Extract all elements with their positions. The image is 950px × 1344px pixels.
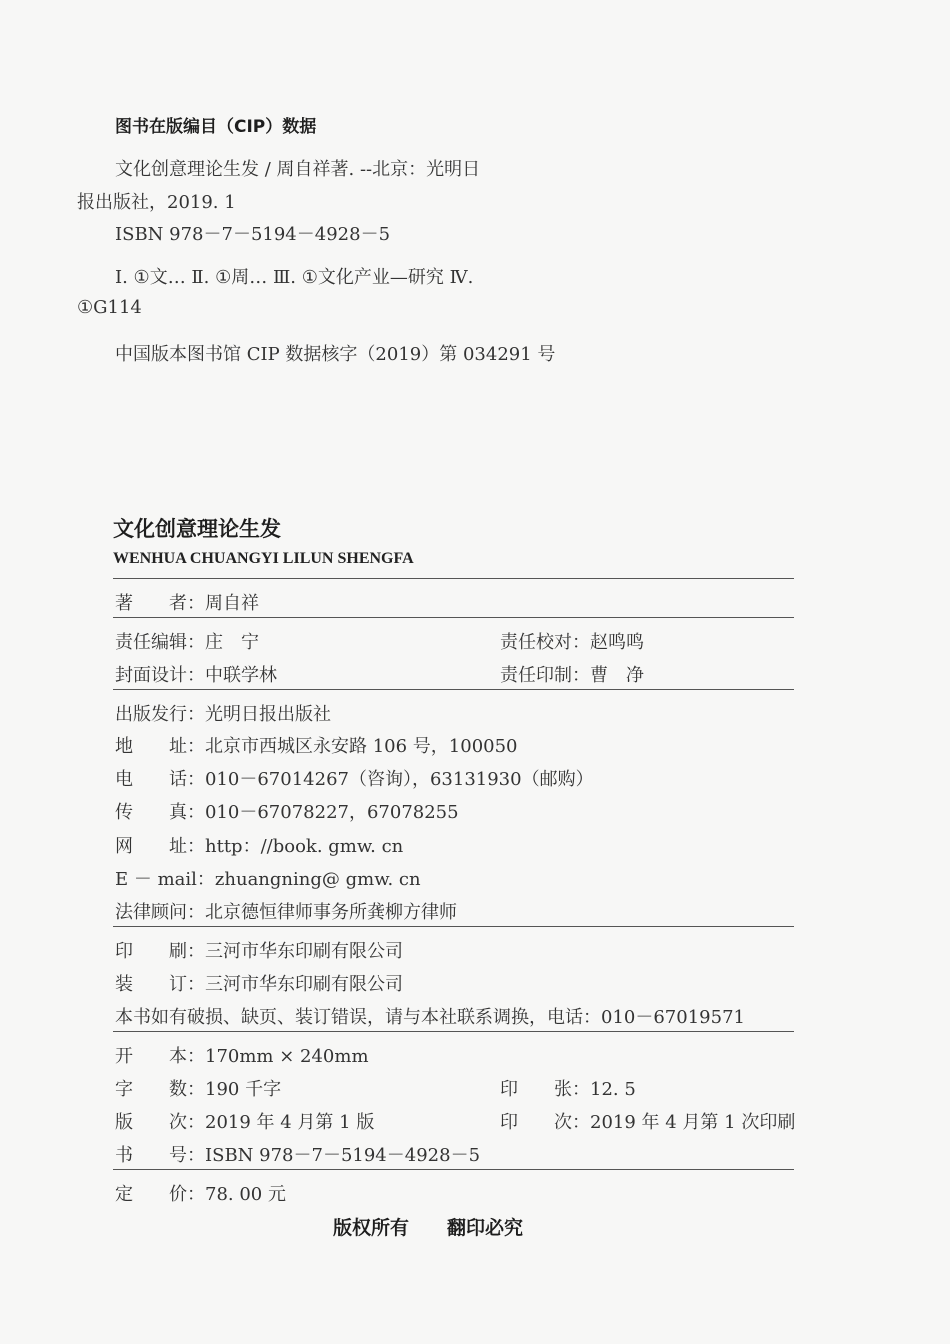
print-supervisor-row [500,661,644,687]
print-supervisor-value: 曹 净 [590,665,644,686]
defect-notice: 本书如有破损、缺页、装订错误，请与本社联系调换，电话：010－67019571 [115,1007,745,1028]
phone-row [115,765,594,791]
fax-row [115,798,459,824]
word-count-value: 190 千字 [205,1079,282,1100]
format-value: 170mm × 240mm [205,1046,369,1067]
cip-line-1: 文化创意理论生发 / 周自祥著. --北京：光明日 [115,159,481,180]
editor-value: 庄 宁 [205,632,259,653]
edition-label: 版 次： [115,1112,205,1133]
binder-label: 装 订： [115,974,205,995]
cip-classification-1: Ⅰ. ①文… Ⅱ. ①周… Ⅲ. ①文化产业—研究 Ⅳ. [115,267,474,288]
format-label: 开 本： [115,1046,205,1067]
divider [113,1169,794,1170]
cip-classification-2: ①G114 [77,297,142,318]
publisher-label: 出版发行： [115,704,205,725]
cip-isbn: ISBN 978－7－5194－4928－5 [115,224,391,245]
website-label: 网 址： [115,836,205,857]
printed-sheets-label: 印 张： [500,1079,590,1100]
fax-value: 010－67078227，67078255 [205,802,459,823]
printed-sheets-row [500,1075,636,1101]
cip-heading: 图书在版编目（CIP）数据 [115,117,317,137]
print-supervisor-label: 责任印制： [500,665,590,686]
printed-sheets-value: 12. 5 [590,1079,636,1100]
word-count-row [115,1075,281,1101]
email-link[interactable]: zhuangning@ gmw. cn [214,869,421,890]
book-title: 文化创意理论生发 [113,517,281,541]
cover-design-row [115,661,277,687]
fax-label: 传 真： [115,802,205,823]
impression-label: 印 次： [500,1112,590,1133]
editor-label: 责任编辑： [115,632,205,653]
edition-row [115,1108,374,1134]
website-link[interactable]: http：//book. gmw. cn [205,836,404,857]
proofreader-row [500,628,644,654]
divider [113,1031,794,1032]
website-row [115,832,403,858]
legal-counsel-row [115,898,457,924]
price-row [115,1180,286,1206]
address-row [115,732,518,758]
divider [113,689,794,690]
printer-label: 印 刷： [115,941,205,962]
divider [113,578,794,579]
price-value: 78. 00 元 [205,1184,286,1205]
divider [113,617,794,618]
cover-design-value: 中联学林 [205,665,277,686]
price-label: 定 价： [115,1184,205,1205]
editor-row [115,628,259,654]
isbn-label: 书 号： [115,1145,205,1166]
address-value: 北京市西城区永安路 106 号，100050 [205,736,518,757]
cip-line-2: 报出版社，2019. 1 [77,192,236,213]
proofreader-value: 赵鸣鸣 [590,632,644,653]
binder-row [115,970,403,996]
word-count-label: 字 数： [115,1079,205,1100]
publisher-row [115,700,331,726]
author-row [115,589,259,615]
divider [113,926,794,927]
email-label: E － mail： [115,869,215,890]
author-label: 著 者： [115,593,205,614]
author-value: 周自祥 [205,593,259,614]
isbn-row [115,1141,480,1167]
binder-value: 三河市华东印刷有限公司 [205,974,403,995]
copyright-notice: 版权所有 翻印必究 [333,1217,524,1239]
edition-value: 2019 年 4 月第 1 版 [205,1112,375,1133]
printer-row [115,937,403,963]
printer-value: 三河市华东印刷有限公司 [205,941,403,962]
publisher-value: 光明日报出版社 [205,704,331,725]
format-row [115,1042,369,1068]
cip-verification: 中国版本图书馆 CIP 数据核字（2019）第 034291 号 [115,344,556,365]
legal-counsel-value: 北京德恒律师事务所龚柳方律师 [205,902,457,923]
isbn-value: ISBN 978－7－5194－4928－5 [205,1145,481,1166]
phone-label: 电 话： [115,769,205,790]
impression-row [500,1108,795,1134]
address-label: 地 址： [115,736,205,757]
legal-counsel-label: 法律顾问： [115,902,205,923]
cover-design-label: 封面设计： [115,665,205,686]
book-title-pinyin: WENHUA CHUANGYI LILUN SHENGFA [113,550,414,567]
email-row [115,865,421,891]
proofreader-label: 责任校对： [500,632,590,653]
phone-value: 010－67014267（咨询），63131930（邮购） [205,769,594,790]
impression-value: 2019 年 4 月第 1 次印刷 [590,1112,796,1133]
